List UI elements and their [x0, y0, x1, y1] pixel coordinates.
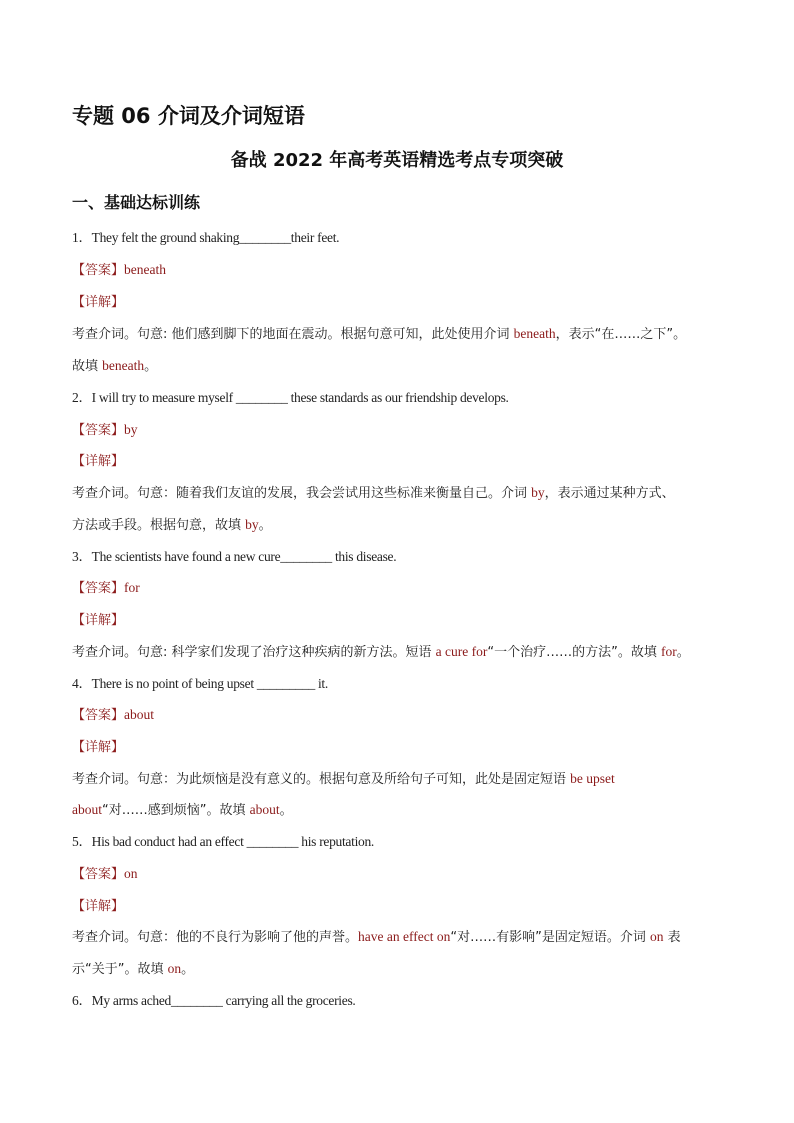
answer-term: about — [249, 802, 280, 817]
explanation-text: “一个治疗……的方法”。故填 — [487, 645, 661, 660]
answer-term: about — [72, 802, 102, 817]
explanation-text: ，表示“在……之下”。 — [555, 327, 687, 342]
explanation-line — [72, 769, 615, 790]
explanation-line — [72, 927, 681, 948]
explanation-text: 考查介词。句意: 他们感到脚下的地面在震动。根据句意可知，此处使用介词 — [72, 327, 514, 342]
explanation-text: “对……有影响”是固定短语。介词 — [450, 930, 650, 945]
question-text: 3．The scientists have found a new cure________ this disease. — [72, 549, 397, 564]
question-line — [72, 228, 339, 248]
doc-title: 专题 06 介词及介词短语 — [72, 104, 305, 128]
explanation-text: ，表示通过某种方式、 — [544, 486, 675, 501]
explanation-text: 。 — [676, 645, 690, 660]
answer-label: 【答案】 — [72, 708, 125, 723]
answer-line — [72, 578, 140, 599]
detail-label-line — [72, 896, 124, 917]
explanation-text: 方法或手段。根据句意，故填 — [72, 518, 246, 533]
answer-label: 【答案】 — [72, 867, 125, 882]
answer-term: beneath — [102, 358, 145, 373]
answer-value: by — [124, 422, 138, 437]
detail-label-line — [72, 451, 124, 472]
answer-term: a cure for — [435, 644, 488, 659]
detail-label: 【详解】 — [72, 899, 125, 914]
explanation-text: 示“关于”。故填 — [72, 962, 168, 977]
doc-subtitle: 备战 2022 年高考英语精选考点专项突破 — [230, 150, 564, 171]
answer-line — [72, 260, 166, 281]
explanation-text: 考查介词。句意: 科学家们发现了治疗这种疾病的新方法。短语 — [72, 645, 436, 660]
explanation-text: 考查介词。句意：他的不良行为影响了他的声誉。 — [72, 930, 359, 945]
detail-label-line — [72, 610, 124, 631]
question-text: 1．They felt the ground shaking________their feet. — [72, 230, 340, 245]
explanation-line — [72, 356, 157, 377]
answer-line — [72, 864, 138, 885]
answer-label: 【答案】 — [72, 263, 125, 278]
question-text: 2．I will try to measure myself ________ these standards as our friendship develops. — [72, 390, 509, 405]
question-line — [72, 832, 374, 852]
answer-label: 【答案】 — [72, 581, 125, 596]
answer-value: on — [124, 866, 138, 881]
explanation-line — [72, 483, 675, 504]
detail-label: 【详解】 — [72, 740, 125, 755]
question-line — [72, 991, 355, 1011]
question-line — [72, 388, 509, 408]
explanation-text: 。 — [144, 359, 158, 374]
answer-term: by — [245, 517, 259, 532]
question-text: 6．My arms ached________ carrying all the groceries. — [72, 993, 356, 1008]
answer-term: by — [531, 485, 545, 500]
answer-line — [72, 705, 154, 726]
answer-term: on — [649, 929, 664, 944]
answer-value: about — [124, 707, 155, 722]
explanation-text: 。 — [181, 962, 195, 977]
explanation-line — [72, 959, 194, 980]
answer-term: for — [660, 644, 677, 659]
explanation-text: 故填 — [72, 359, 103, 374]
explanation-line — [72, 515, 272, 536]
question-line — [72, 547, 396, 567]
detail-label: 【详解】 — [72, 613, 125, 628]
explanation-text: 考查介词。句意：为此烦恼是没有意义的。根据句意及所给句子可知，此处是固定短语 — [72, 772, 571, 787]
detail-label-line — [72, 737, 124, 758]
detail-label: 【详解】 — [72, 454, 125, 469]
answer-label: 【答案】 — [72, 423, 125, 438]
question-text: 5．His bad conduct had an effect ________ his reputation. — [72, 834, 374, 849]
question-line — [72, 674, 328, 694]
explanation-text: 。 — [258, 518, 272, 533]
detail-label-line — [72, 292, 124, 313]
explanation-line — [72, 800, 293, 821]
answer-line — [72, 420, 138, 441]
explanation-line — [72, 642, 690, 663]
answer-term: on — [167, 961, 182, 976]
section-heading: 一、基础达标训练 — [72, 193, 201, 212]
answer-term: have an effect on — [358, 929, 451, 944]
question-text: 4．There is no point of being upset _________ it. — [72, 676, 328, 691]
explanation-line — [72, 324, 686, 345]
explanation-text: 。 — [279, 803, 293, 818]
answer-term: beneath — [513, 326, 556, 341]
answer-value: beneath — [124, 262, 166, 277]
detail-label: 【详解】 — [72, 295, 125, 310]
explanation-text: “对……感到烦恼”。故填 — [102, 803, 250, 818]
explanation-text: 考查介词。句意：随着我们友谊的发展，我会尝试用这些标准来衡量自己。介词 — [72, 486, 532, 501]
answer-value: for — [124, 580, 140, 595]
explanation-text: 表 — [663, 930, 681, 945]
answer-term: be upset — [570, 771, 615, 786]
